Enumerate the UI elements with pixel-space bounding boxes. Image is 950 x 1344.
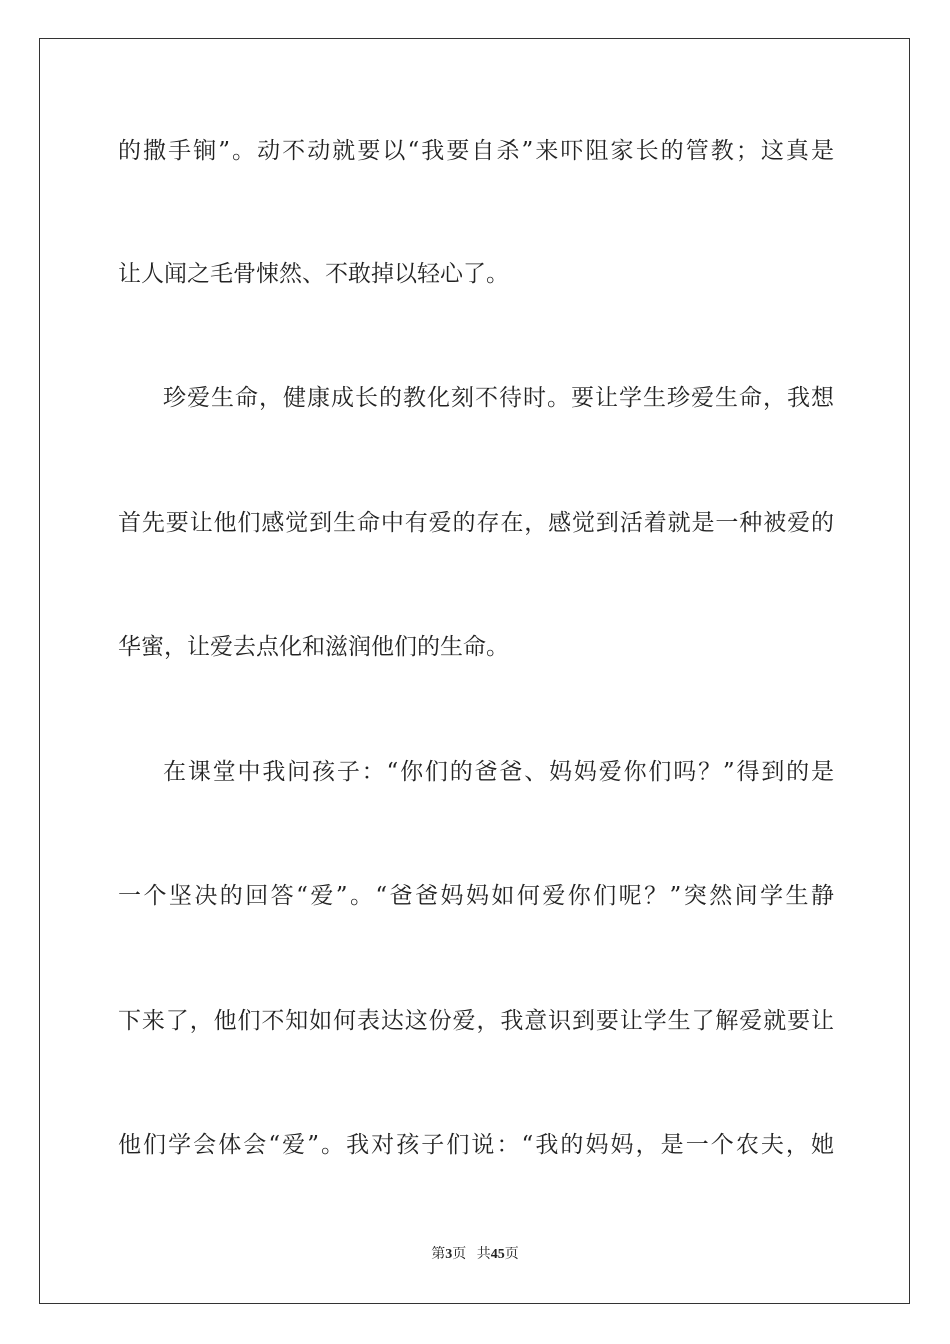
text-line-5: 华蜜，让爱去点化和滋润他们的生命。 — [118, 634, 509, 660]
footer-page-number: 3 — [445, 1247, 453, 1262]
text-line-8: 下来了，他们不知如何表达这份爱，我意识到要让学生了解爱就要让 — [118, 1008, 834, 1034]
text-line-3: 珍爱生命，健康成长的教化刻不待时。要让学生珍爱生命，我想 — [163, 385, 834, 411]
footer-total-prefix: 共 — [476, 1247, 491, 1262]
page-border — [39, 38, 910, 1304]
footer-page-suffix: 页 — [452, 1247, 467, 1262]
footer-page-prefix: 第 — [431, 1247, 446, 1262]
text-line-7: 一个坚决的回答“爱”。“爸爸妈妈如何爱你们呢？”突然间学生静 — [118, 883, 834, 909]
text-line-4: 首先要让他们感觉到生命中有爱的存在，感觉到活着就是一种被爱的 — [118, 510, 834, 536]
text-line-2: 让人闻之毛骨悚然、不敢掉以轻心了。 — [118, 261, 509, 287]
text-line-1: 的撒手锏”。动不动就要以“我要自杀”来吓阻家长的管教；这真是 — [118, 138, 834, 164]
text-line-6: 在课堂中我问孩子：“你们的爸爸、妈妈爱你们吗？”得到的是 — [163, 759, 834, 785]
footer-total-pages: 45 — [490, 1247, 505, 1262]
footer-total-suffix: 页 — [504, 1247, 519, 1262]
page-footer — [0, 1246, 950, 1264]
text-line-9: 他们学会体会“爱”。我对孩子们说：“我的妈妈，是一个农夫，她 — [118, 1132, 834, 1158]
